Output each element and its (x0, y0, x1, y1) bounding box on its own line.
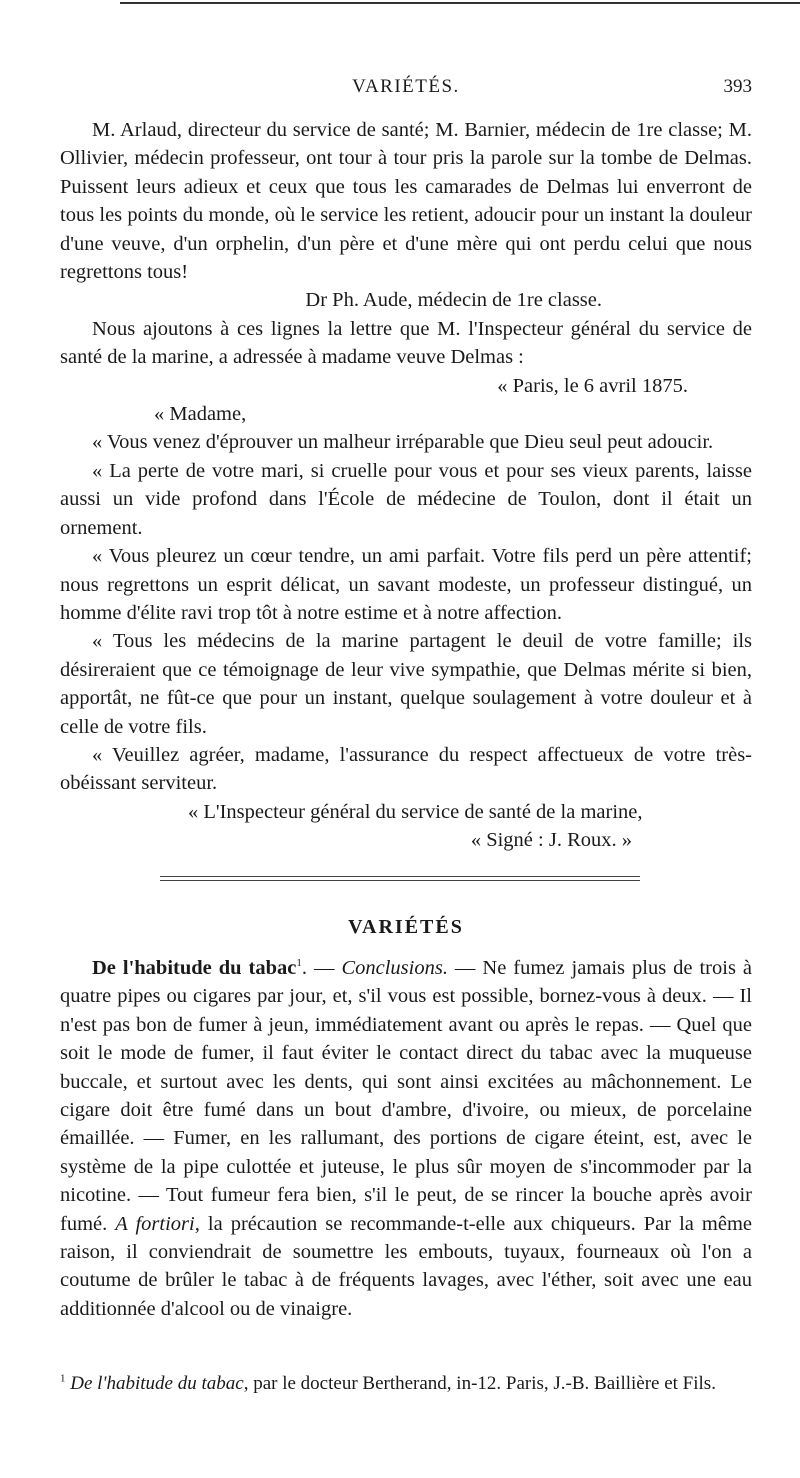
letter-closing-line: « L'Inspecteur général du service de santé de la marine, (188, 800, 643, 823)
conclusions-label: Conclusions. (341, 957, 448, 979)
footnote (60, 1370, 752, 1397)
footnote-reference: 1 (296, 957, 302, 970)
separator-rule-bottom (160, 880, 640, 881)
letter-paragraph-5: « Veuillez agréer, madame, l'assurance du respect affectueux de votre très-obéissant serviteur. (60, 743, 752, 795)
signature-aude: Dr Ph. Aude, médecin de 1re classe. (305, 289, 602, 312)
letter-date: « Paris, le 6 avril 1875. (497, 374, 688, 397)
letter-signed: « Signé : J. Roux. » (470, 829, 632, 852)
letter-paragraph-2: « La perte de votre mari, si cruelle pour vous et pour ses vieux parents, laisse aussi un vide profond dans l'École de médecine de Toulon, dont il était un ornement. (60, 459, 752, 539)
footnote-mark: 1 (60, 1372, 66, 1385)
article-body-1: — Ne fumez jamais plus de trois à quatre pipes ou cigares par jour, et, s'il vous est possible, bornez-vous à deux. — Il n'est pas bon de fumer à jeun, immédiatement avant ou après le repas. — Quel que soit le mode de fumer, il faut éviter le contact direct du tabac avec la muqueuse buccale, et surtout avec les dents, qui sont ainsi excitées au mâchonnement. Le cigare doit être fumé dans un bout d'ambre, d'ivoire, ou mieux, de porcelaine émaillée. — Fumer, en les rallumant, des portions de cigare éteint, est, avec le système de la pipe culottée et juteuse, le plus sûr moyen de s'incommoder par la nicotine. — Tout fumeur fera bien, s'il le peut, de se rincer la bouche après avoir fumé. (60, 957, 753, 1235)
footnote-title: De l'habitude du tabac (70, 1373, 244, 1394)
letter-paragraph-4: « Tous les médecins de la marine partagent le deuil de votre famille; ils désireraient que ce témoignage de leur vive sympathie, que Delmas mérite si bien, apportât, ne fût-ce que pour un instant, quelque soulagement à votre douleur et à celle de votre fils. (60, 630, 752, 738)
tobacco-article (60, 954, 752, 1323)
article-lead-title: De l'habitude du tabac (92, 957, 297, 979)
article-paragraph (60, 954, 752, 1323)
section-title: VARIÉTÉS (348, 916, 464, 938)
letter-paragraph-1: « Vous venez d'éprouver un malheur irréparable que Dieu seul peut adoucir. (92, 431, 714, 454)
running-head (60, 76, 752, 104)
running-title: VARIÉTÉS. (352, 76, 460, 97)
letter-paragraph-3: « Vous pleurez un cœur tendre, un ami parfait. Votre fils perd un père attentif; nous regrettons un esprit délicat, un savant modeste, un professeur distingué, un homme d'élite ravi trop tôt à notre estime et à notre affection. (60, 545, 752, 624)
footnote-text: , par le docteur Bertherand, in-12. Paris, J.-B. Baillière et Fils. (243, 1373, 716, 1394)
page-number: 393 (723, 76, 752, 97)
letter-intro-paragraph: Nous ajoutons à ces lignes la lettre que M. l'Inspecteur général du service de santé de la marine, a adressée à madame veuve Delmas : (60, 317, 752, 369)
lead-dash: . — (301, 957, 342, 979)
letter-salutation: « Madame, (154, 403, 247, 426)
separator-rule-top (160, 876, 640, 877)
top-border-rule (120, 2, 800, 4)
a-fortiori: A fortiori (115, 1212, 195, 1235)
intro-paragraph: M. Arlaud, directeur du service de santé; M. Barnier, médecin de 1re classe; M. Ollivier, médecin professeur, ont tour à tour pris la parole sur la tombe de Delmas. Puissent leurs adieux et ceux que tous les camarades de Delmas lui enverront de tous les points du monde, où le service les retient, adoucir pour un instant la douleur d'une veuve, d'un orphelin, d'un père et d'une mère qui ont perdu celui que nous regrettons tous! (60, 119, 752, 284)
article-body-2: , la précaution se recommande-t-elle aux chiqueurs. Par la même raison, il conviendrait de soumettre les embouts, tuyaux, fourneaux où l'on a coutume de brûler le tabac à de fréquents lavages, avec l'éther, soit avec une eau additionnée d'alcool ou de vinaigre. (60, 1212, 753, 1320)
letter-section (60, 116, 752, 855)
